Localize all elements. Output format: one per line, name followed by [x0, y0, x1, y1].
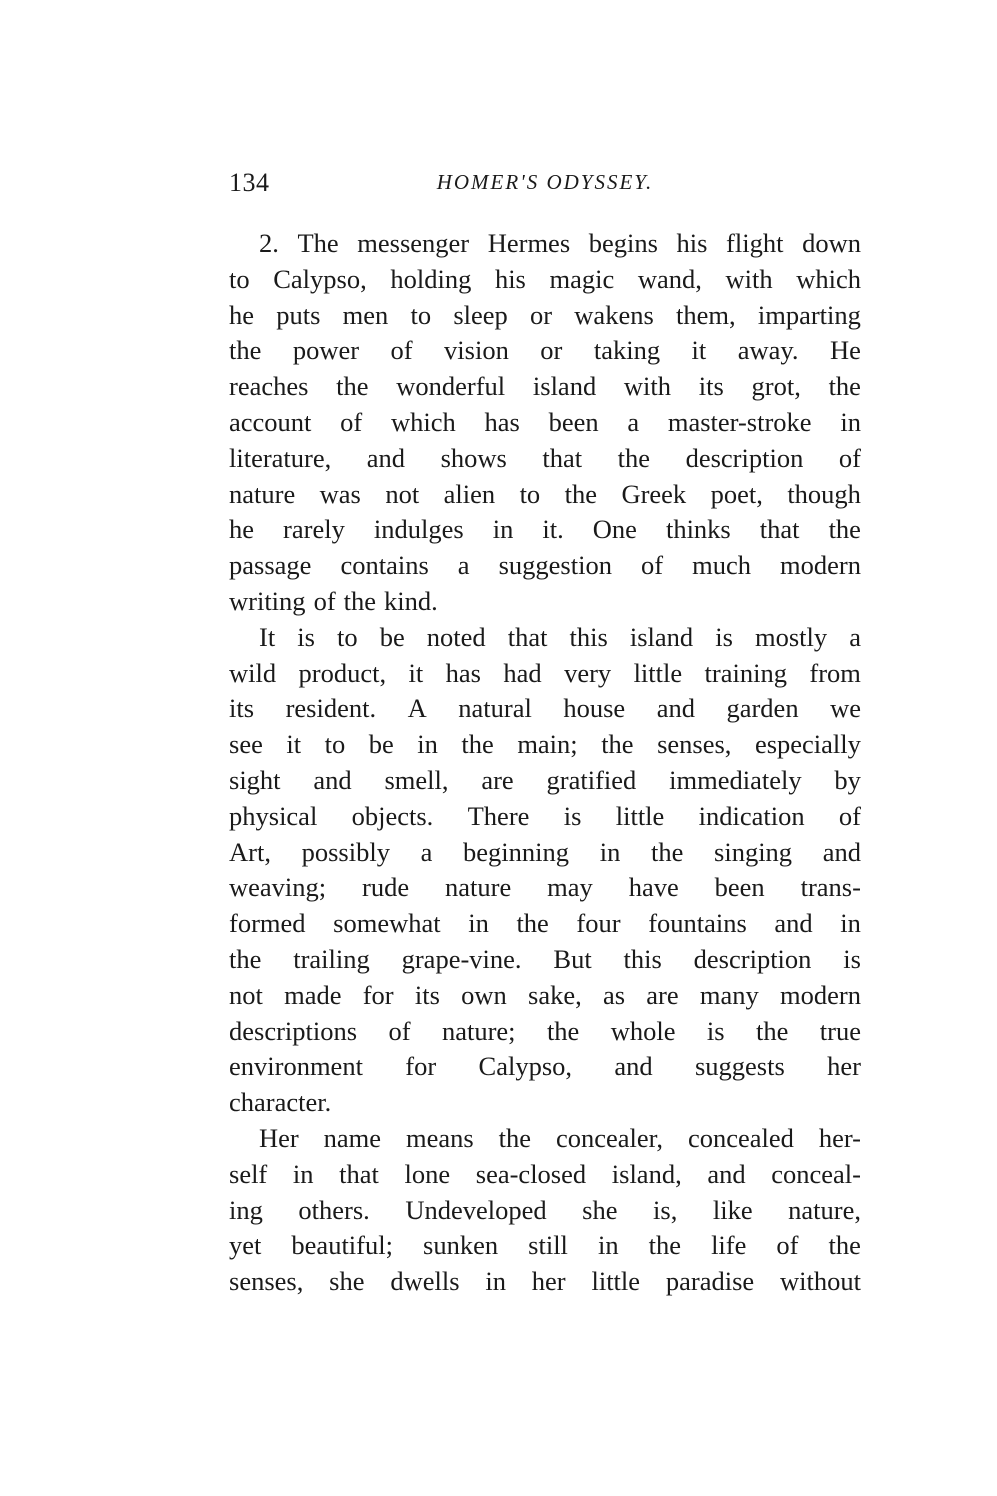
- text-line: It is to be noted that this island is mostly a: [259, 621, 861, 652]
- text-line: writing of the kind.: [229, 585, 438, 616]
- text-line: he puts men to sleep or wakens them, imparting: [229, 299, 861, 330]
- text-line: environment for Calypso, and suggests her: [229, 1051, 861, 1082]
- text-line: Her name means the concealer, concealed her-: [259, 1122, 861, 1153]
- text-line: see it to be in the main; the senses, especially: [229, 729, 861, 760]
- text-line: formed somewhat in the four fountains and in: [229, 908, 861, 939]
- text-line: its resident. A natural house and garden we: [229, 693, 861, 724]
- text-line: literature, and shows that the description of: [229, 442, 861, 473]
- text-line: senses, she dwells in her little paradise without: [229, 1266, 861, 1297]
- text-line: not made for its own sake, as are many modern: [229, 979, 861, 1010]
- page-header: [229, 168, 861, 204]
- text-line: Art, possibly a beginning in the singing and: [229, 836, 861, 867]
- text-line: 2. The messenger Hermes begins his flight down: [259, 228, 861, 258]
- text-line: yet beautiful; sunken still in the life of the: [229, 1230, 861, 1261]
- text-line: the trailing grape-vine. But this description is: [229, 943, 861, 974]
- text-line: nature was not alien to the Greek poet, though: [229, 478, 861, 509]
- text-line: wild product, it has had very little training from: [229, 657, 861, 688]
- text-line: self in that lone sea-closed island, and conceal-: [229, 1158, 861, 1189]
- text-line: passage contains a suggestion of much modern: [229, 550, 861, 581]
- text-line: physical objects. There is little indication of: [229, 800, 861, 831]
- text-line: reaches the wonderful island with its grot, the: [229, 371, 861, 402]
- text-line: descriptions of nature; the whole is the true: [229, 1015, 861, 1046]
- running-title: HOMER'S ODYSSEY.: [436, 170, 654, 194]
- text-line: he rarely indulges in it. One thinks that the: [229, 514, 861, 545]
- text-line: weaving; rude nature may have been trans-: [229, 872, 861, 903]
- text-line: the power of vision or taking it away. He: [229, 335, 861, 366]
- text-line: ing others. Undeveloped she is, like nature,: [229, 1194, 861, 1225]
- text-line: account of which has been a master-stroke in: [229, 406, 861, 437]
- text-line: character.: [229, 1087, 332, 1118]
- text-line: sight and smell, are gratified immediately by: [229, 764, 861, 795]
- body-text: [229, 226, 861, 1300]
- page-number: 134: [229, 168, 270, 197]
- text-line: to Calypso, holding his magic wand, with which: [229, 263, 861, 294]
